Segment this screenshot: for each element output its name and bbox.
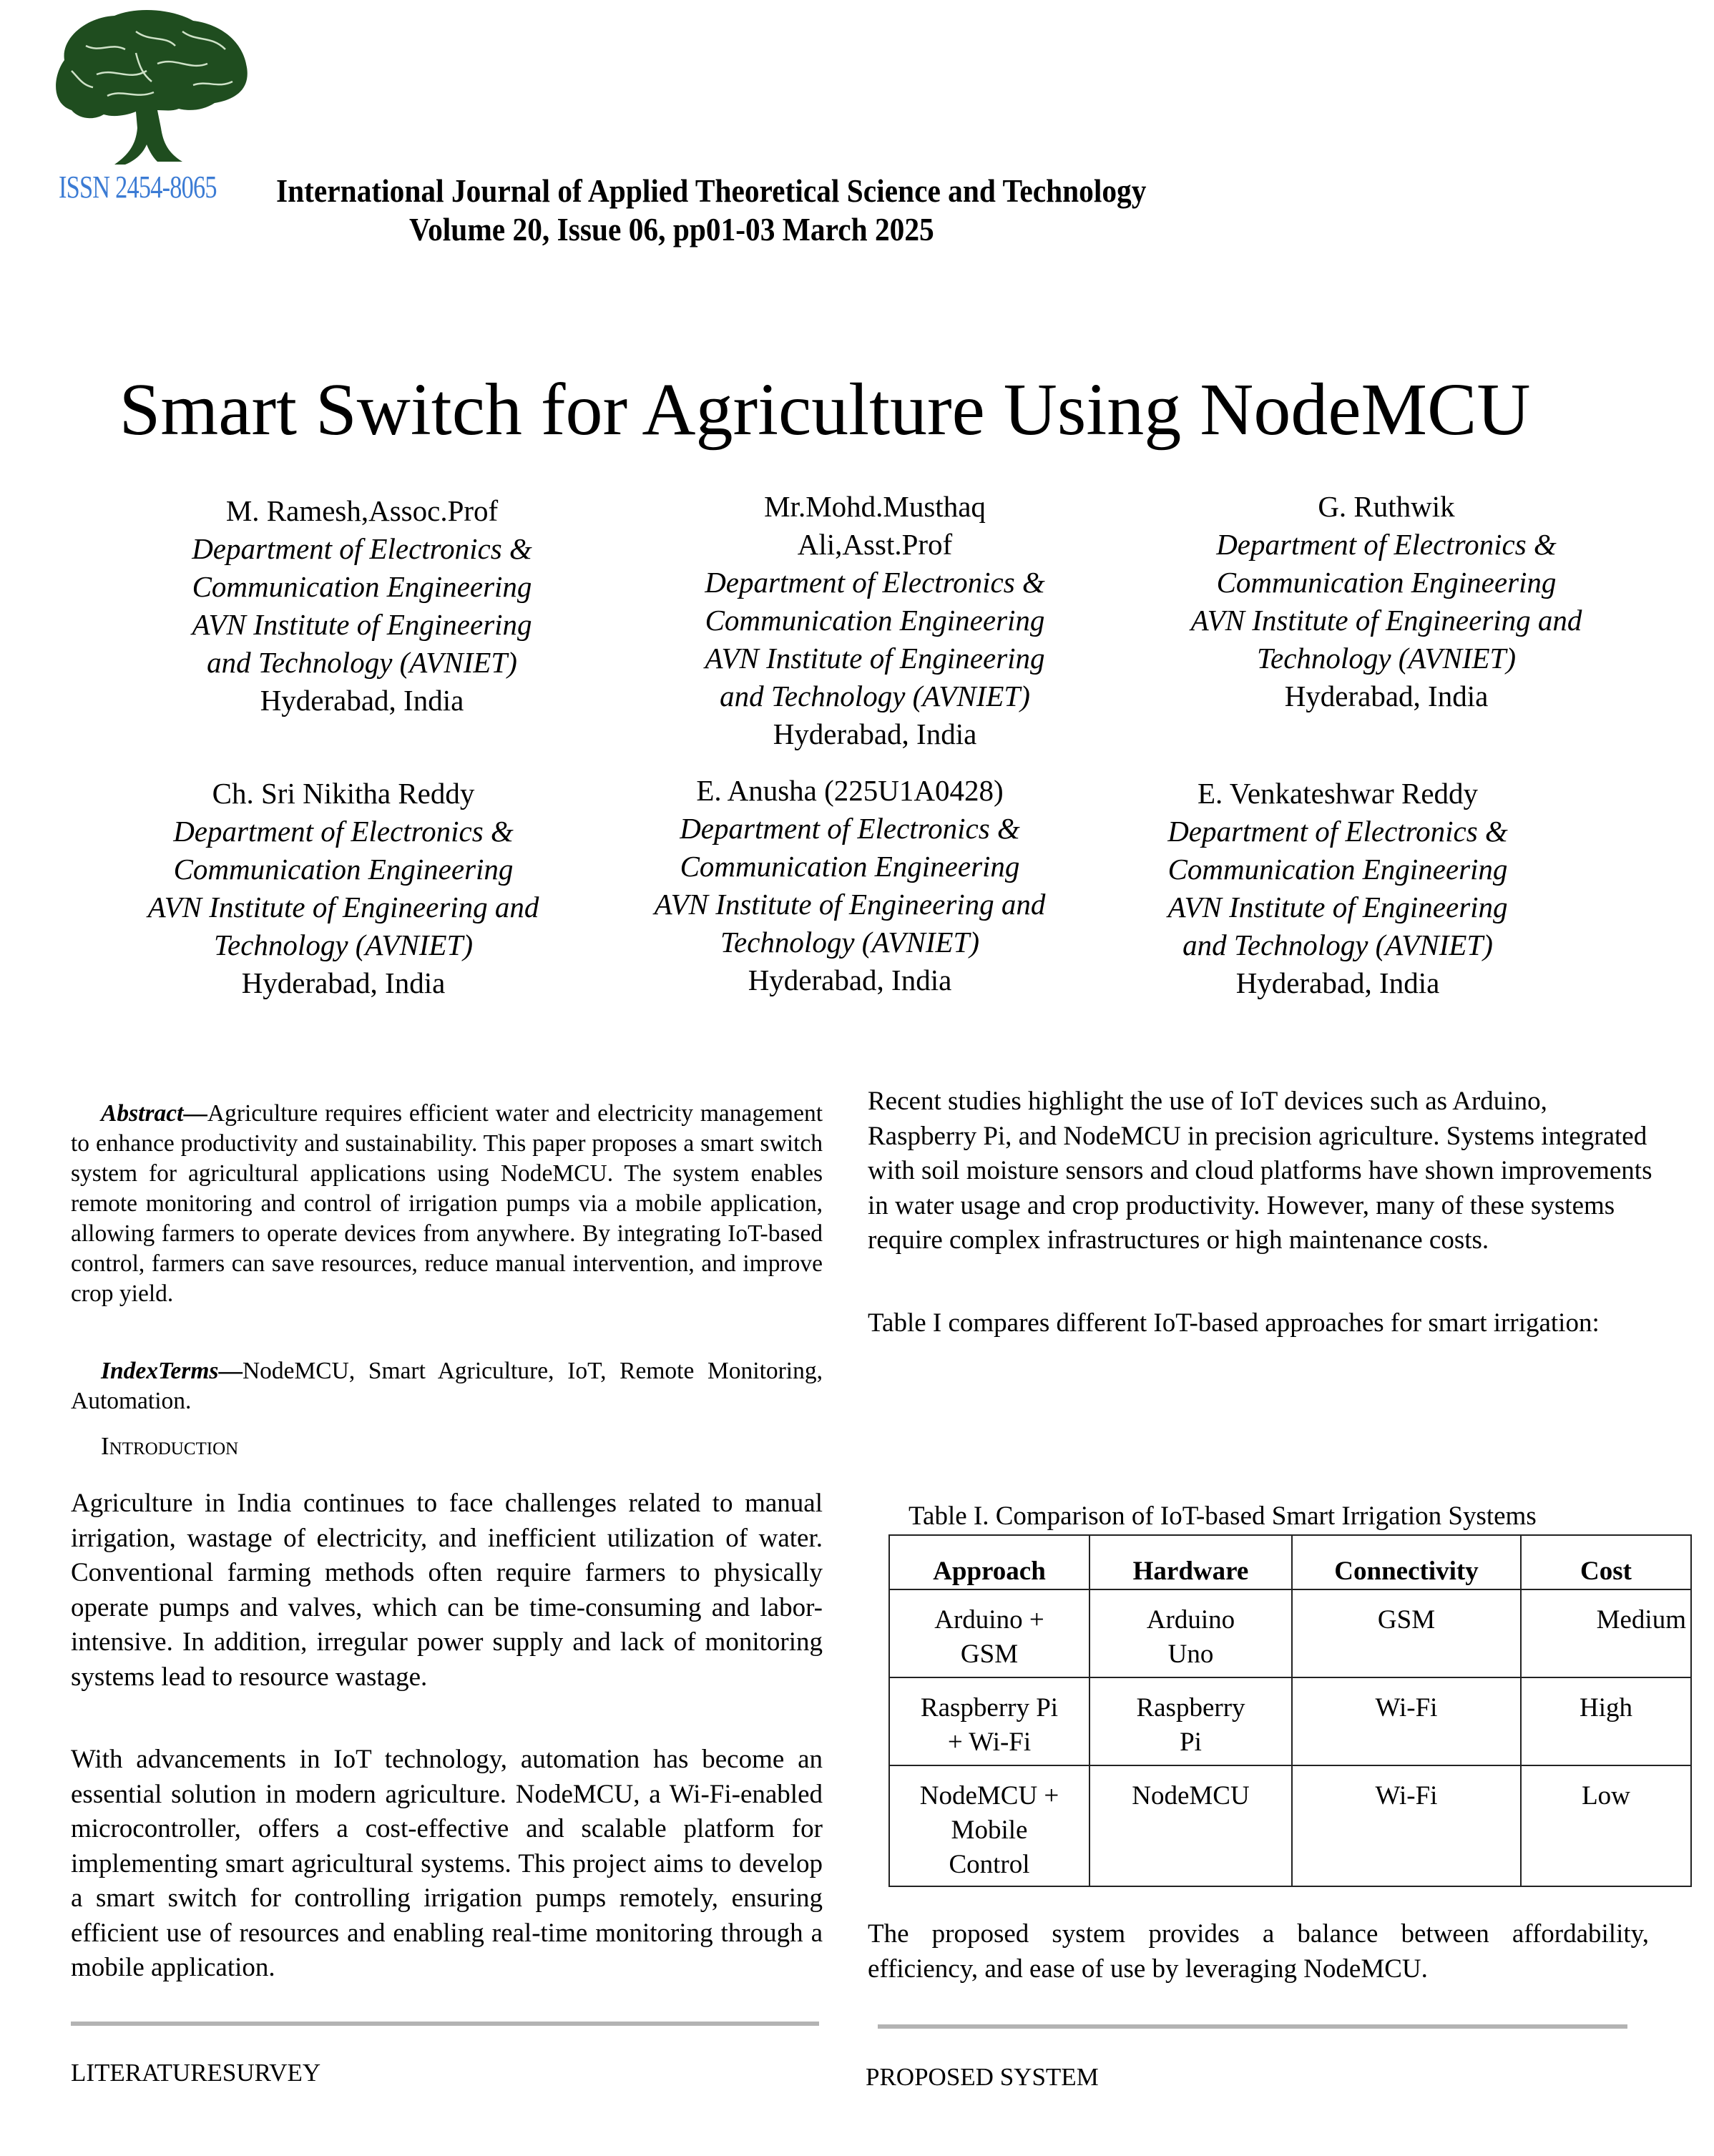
cell-connectivity: GSM — [1292, 1589, 1521, 1677]
author-affiliation: Department of Electronics & — [680, 812, 1020, 845]
author-block — [1143, 488, 1630, 715]
abstract — [71, 1099, 823, 1309]
author-affiliation: AVN Institute of Engineering and — [654, 888, 1046, 921]
author-name: E. Venkateshwar Reddy — [1197, 777, 1479, 810]
author-affiliation: Department of Electronics & — [1216, 528, 1557, 561]
index-terms — [71, 1356, 823, 1416]
cell-cost: Low — [1521, 1765, 1691, 1886]
author-name: Ali,Asst.Prof — [797, 528, 953, 561]
cell-cost: Medium — [1521, 1589, 1691, 1677]
author-affiliation: Technology (AVNIET) — [720, 926, 979, 959]
literature-paragraph: Recent studies highlight the use of IoT devices such as Arduino, Raspberry Pi, and NodeMCU in precision agriculture. Systems integrated with soil moisture sensors and cloud platforms have shown improvements in water usage and crop productivity. However, many of these systems require complex infrastructures or high maintenance costs. — [868, 1087, 1652, 1255]
conclusion-paragraph: The proposed system provides a balance between affordability, efficiency, and ease of use by leveraging NodeMCU. — [868, 1919, 1649, 1984]
abstract-label: Abstract — [101, 1100, 184, 1127]
cell-approach: Arduino + GSM — [889, 1589, 1089, 1677]
header-hardware: Hardware — [1089, 1535, 1292, 1589]
author-location: Hyderabad, India — [241, 966, 446, 999]
intro-paragraph-1: Agriculture in India continues to face challenges related to manual irrigation, wastage of electricity, and inefficient utilization of water. Conventional farming methods often require farmers to physically operate pumps and valves, which can be time-consuming and labor-intensive. In addition, irregular power supply and lack of monitoring systems lead to resource wastage. — [71, 1489, 823, 1692]
table-row — [889, 1677, 1691, 1765]
author-name: Mr.Mohd.Musthaq — [764, 490, 986, 523]
table-intro-paragraph: Table I compares different IoT-based approaches for smart irrigation: — [868, 1308, 1600, 1338]
issn-label: ISSN 2454-8065 — [59, 170, 217, 205]
journal-name: International Journal of Applied Theoretical Science and Technology — [276, 172, 1147, 209]
right-column-divider — [878, 2024, 1627, 2029]
author-location: Hyderabad, India — [1284, 680, 1489, 712]
table-row — [889, 1765, 1691, 1886]
cell-hardware: Raspberry Pi — [1089, 1677, 1292, 1765]
author-affiliation: Communication Engineering — [173, 853, 514, 886]
author-affiliation: Technology (AVNIET) — [1257, 642, 1516, 675]
author-location: Hyderabad, India — [748, 964, 952, 996]
author-location: Hyderabad, India — [260, 684, 464, 717]
author-name: E. Anusha (225U1A0428) — [696, 774, 1004, 807]
cell-cost: High — [1521, 1677, 1691, 1765]
author-name: G. Ruthwik — [1318, 490, 1455, 523]
author-affiliation: AVN Institute of Engineering — [192, 608, 532, 641]
author-block — [119, 492, 605, 720]
author-location: Hyderabad, India — [1235, 966, 1440, 999]
cell-approach: Raspberry Pi + Wi-Fi — [889, 1677, 1089, 1765]
header-cost: Cost — [1521, 1535, 1691, 1589]
intro-paragraph-2: With advancements in IoT technology, automation has become an essential solution in modern agriculture. NodeMCU, a Wi-Fi-enabled microcontroller, offers a cost-effective and scalable platform for implementing smart agricultural systems. This project aims to develop a smart switch for controlling irrigation pumps remotely, ensuring efficient use of resources and enabling real-time monitoring through a mobile application. — [71, 1745, 823, 1982]
author-affiliation: Communication Engineering — [1167, 853, 1508, 886]
header-approach: Approach — [889, 1535, 1089, 1589]
author-affiliation: Communication Engineering — [680, 850, 1020, 883]
left-column-divider — [71, 2022, 819, 2026]
author-location: Hyderabad, India — [773, 717, 977, 750]
author-affiliation: AVN Institute of Engineering and — [1190, 604, 1582, 637]
author-affiliation: and Technology (AVNIET) — [207, 646, 517, 679]
author-affiliation: Communication Engineering — [192, 570, 532, 603]
literature-survey-heading: LITERATURESURVEY — [71, 2059, 321, 2087]
author-affiliation: and Technology (AVNIET) — [1182, 928, 1493, 961]
table-row — [889, 1589, 1691, 1677]
cell-hardware: NodeMCU — [1089, 1765, 1292, 1886]
author-block — [607, 772, 1093, 999]
author-affiliation: Technology (AVNIET) — [214, 928, 473, 961]
author-name: Ch. Sri Nikitha Reddy — [212, 777, 475, 810]
author-affiliation: AVN Institute of Engineering — [1167, 891, 1508, 923]
author-affiliation: AVN Institute of Engineering and — [147, 891, 539, 923]
cell-connectivity: Wi-Fi — [1292, 1765, 1521, 1886]
abstract-text: Agriculture requires efficient water and electricity management to enhance productivity and sustainability. This paper proposes a smart switch system for agricultural applications using NodeMCU. The system enables remote monitoring and control of irrigation pumps via a mobile application, allowing farmers to operate devices from anywhere. By integrating IoT-based control, farmers can save resources, reduce manual intervention, and improve crop yield. — [71, 1100, 823, 1307]
index-terms-text: NodeMCU, Smart Agriculture, IoT, Remote Monitoring, Automation. — [71, 1358, 823, 1414]
introduction-heading: Introduction — [101, 1432, 239, 1460]
author-affiliation: and Technology (AVNIET) — [720, 680, 1030, 712]
author-affiliation: Department of Electronics & — [1167, 815, 1508, 848]
journal-logo-tree-icon — [29, 3, 258, 171]
author-block — [632, 488, 1118, 753]
author-affiliation: Department of Electronics & — [192, 532, 532, 565]
author-affiliation: Department of Electronics & — [173, 815, 514, 848]
cell-approach: NodeMCU + Mobile Control — [889, 1765, 1089, 1886]
table-caption: Table I. Comparison of IoT-based Smart Irrigation Systems — [909, 1501, 1537, 1531]
table-header-row — [889, 1535, 1691, 1589]
author-name: M. Ramesh,Assoc.Prof — [225, 494, 499, 527]
cell-connectivity: Wi-Fi — [1292, 1677, 1521, 1765]
author-affiliation: Communication Engineering — [1216, 566, 1557, 599]
index-terms-label: IndexTerms — [101, 1358, 219, 1384]
author-affiliation: Communication Engineering — [705, 604, 1045, 637]
comparison-table — [888, 1534, 1692, 1887]
author-affiliation: AVN Institute of Engineering — [705, 642, 1045, 675]
author-affiliation: Department of Electronics & — [705, 566, 1045, 599]
header-connectivity: Connectivity — [1292, 1535, 1521, 1589]
author-block — [1094, 775, 1581, 1002]
abstract-dash: — — [183, 1100, 207, 1127]
cell-hardware: Arduino Uno — [1089, 1589, 1292, 1677]
proposed-system-heading: PROPOSED SYSTEM — [866, 2063, 1099, 2091]
paper-title: Smart Switch for Agriculture Using NodeMCU — [119, 368, 1531, 451]
journal-volume-issue: Volume 20, Issue 06, pp01-03 March 2025 — [409, 211, 934, 248]
author-block — [100, 775, 587, 1002]
index-terms-dash: — — [218, 1358, 243, 1384]
